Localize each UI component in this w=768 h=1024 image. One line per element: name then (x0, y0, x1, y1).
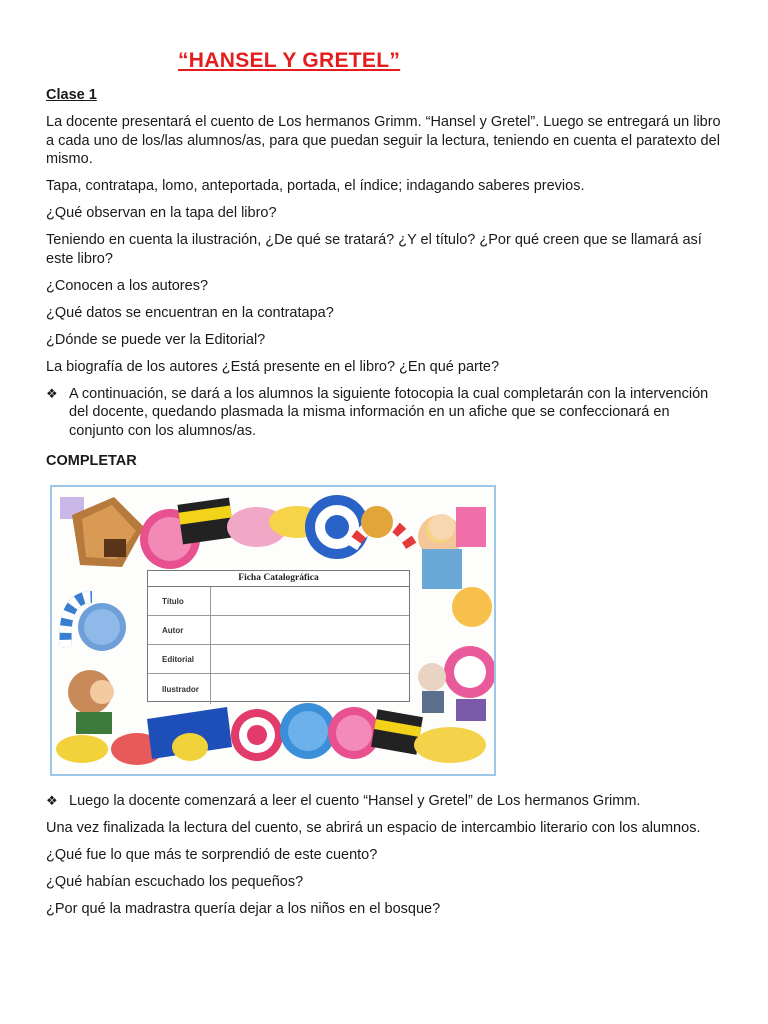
ficha-value-ilustrador (211, 674, 409, 704)
question-editorial: ¿Dónde se puede ver la Editorial? (46, 331, 266, 348)
ficha-row (148, 587, 409, 616)
ficha-row (148, 674, 409, 704)
diamond-bullet-icon: ❖ (46, 385, 58, 401)
bullet-item (46, 792, 726, 811)
question-tapa: ¿Qué observan en la tapa del libro? (46, 205, 277, 221)
ficha-row (148, 616, 409, 645)
ficha-value-titulo (211, 587, 409, 615)
ficha-value-autor (211, 616, 409, 644)
ficha-value-editorial (211, 645, 409, 673)
ficha-label-editorial: Editorial (148, 645, 211, 673)
paragraph-intercambio: Una vez finalizada la lectura del cuento, se abrirá un espacio de intercambio literario con los alumnos. (46, 820, 701, 836)
paragraph-intro: La docente presentará el cuento de Los hermanos Grimm. “Hansel y Gretel”. Luego se entregará un libro a cada uno de los/las alumnos/as, para que puedan seguir la lectura, teniendo en cuenta el paratexto del mismo. (46, 114, 721, 167)
ficha-catalografica-table (147, 570, 410, 702)
question-autores: ¿Conocen a los autores? (46, 277, 209, 294)
ficha-label-ilustrador: Ilustrador (148, 674, 211, 704)
document-body (46, 86, 726, 479)
section-heading: Clase 1 (46, 87, 97, 103)
document-body-continued (46, 792, 726, 927)
completar-heading: COMPLETAR (46, 453, 137, 469)
document-title: “HANSEL Y GRETEL” (178, 49, 401, 72)
ficha-label-autor: Autor (148, 616, 211, 644)
bullet-text: Luego la docente comenzará a leer el cuento “Hansel y Gretel” de Los hermanos Grimm. (69, 793, 641, 809)
question-biografia: La biografía de los autores ¿Está presente en el libro? ¿En qué parte? (46, 358, 500, 375)
question-contratapa: ¿Qué datos se encuentran en la contratapa? (46, 304, 334, 321)
paragraph-paratexto: Tapa, contratapa, lomo, anteportada, portada, el índice; indagando saberes previos. (46, 178, 585, 194)
ficha-label-titulo: Título (148, 587, 211, 615)
question-madrastra: ¿Por qué la madrastra quería dejar a los niños en el bosque? (46, 901, 441, 917)
bullet-item (46, 385, 726, 441)
ficha-row (148, 645, 409, 674)
bullet-text: A continuación, se dará a los alumnos la siguiente fotocopia la cual completarán con la intervención del docente, quedando plasmada la misma información en un afiche que se confeccionará en conjunto con los alumnos/as. (69, 385, 709, 439)
ficha-catalografica-illustration (50, 485, 496, 776)
ficha-header: Ficha Catalográfica (148, 571, 409, 587)
question-ilustracion: Teniendo en cuenta la ilustración, ¿De qué se tratará? ¿Y el título? ¿Por qué creen que se llamará así este libro? (46, 232, 702, 267)
diamond-bullet-icon: ❖ (46, 793, 58, 808)
question-sorprendio: ¿Qué fue lo que más te sorprendió de este cuento? (46, 847, 378, 863)
question-escuchado: ¿Qué habían escuchado los pequeños? (46, 874, 304, 890)
